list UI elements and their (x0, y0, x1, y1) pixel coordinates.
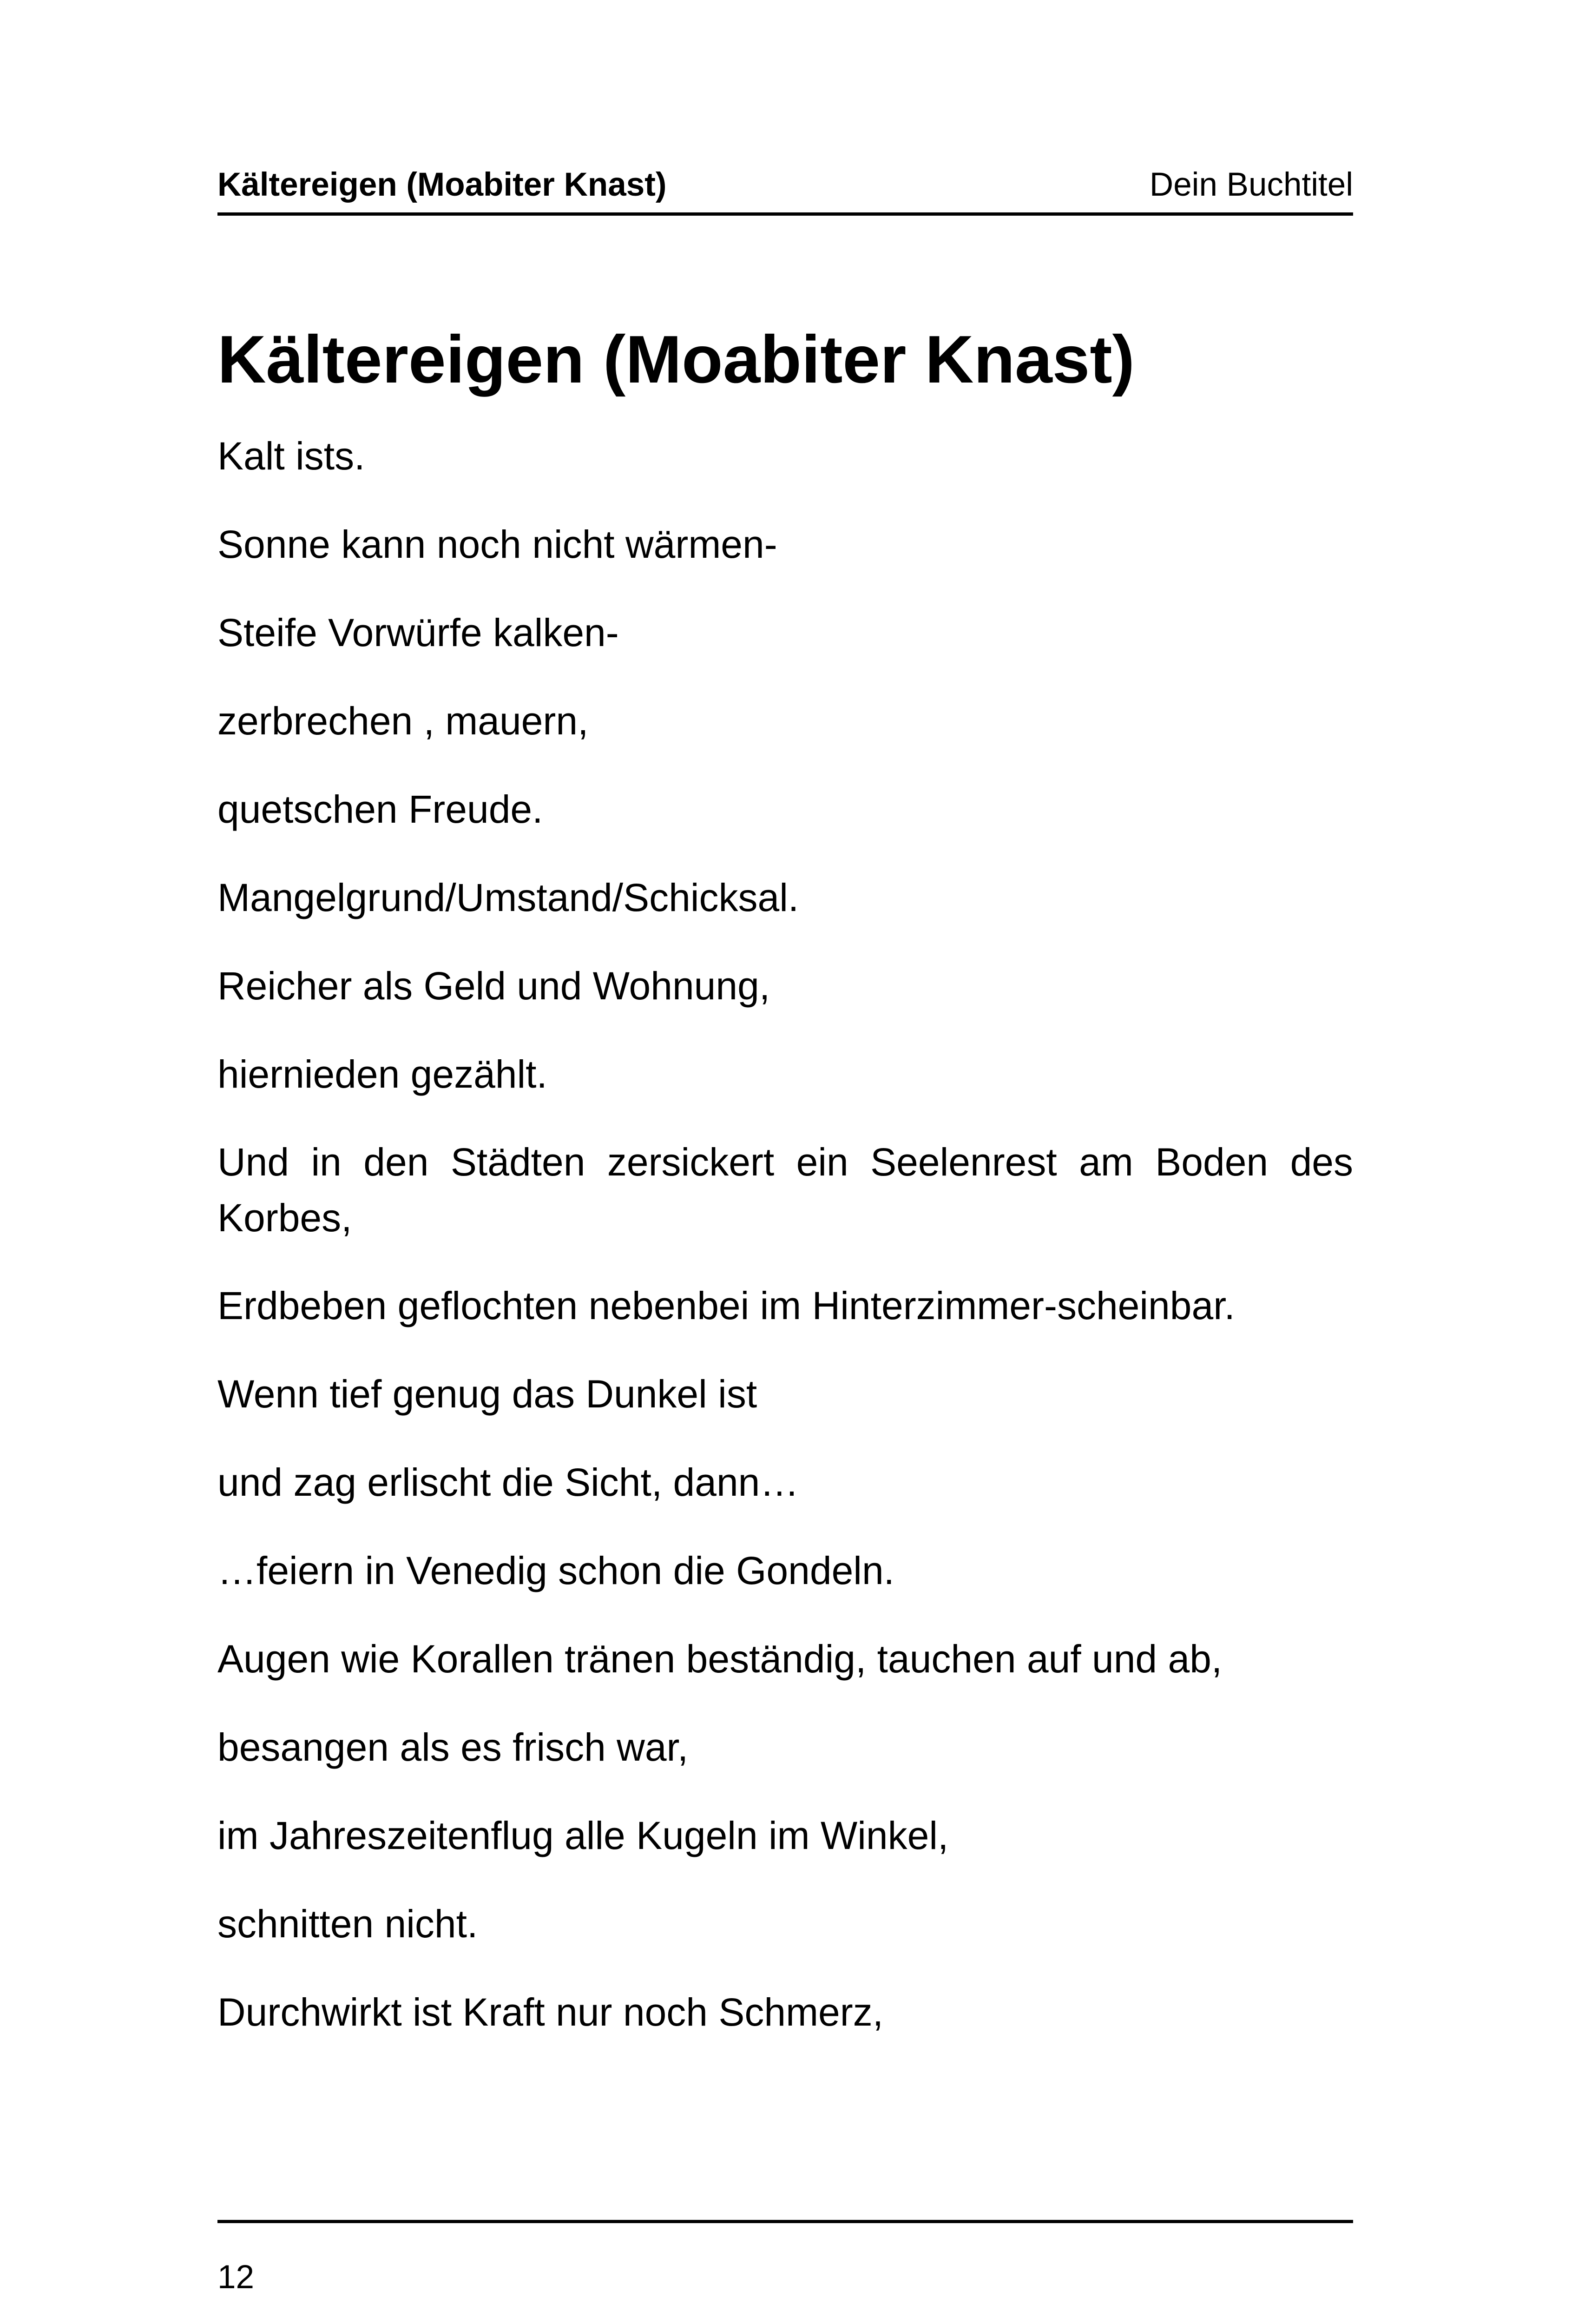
footer-divider (217, 2220, 1353, 2223)
poem-line: besangen als es frisch war, (217, 1725, 689, 1769)
poem-line: Erdbeben geflochten nebenbei im Hinterzimmer-scheinbar. (217, 1284, 1235, 1327)
poem-line: Reicher als Geld und Wohnung, (217, 964, 770, 1008)
poem-line: Augen wie Korallen tränen beständig, tauchen auf und ab, (217, 1637, 1223, 1681)
poem-line: im Jahreszeitenflug alle Kugeln im Winkel, (217, 1814, 949, 1857)
poem-line: Sonne kann noch nicht wärmen- (217, 522, 777, 566)
poem-line: schnitten nicht. (217, 1902, 478, 1946)
poem-line: Wenn tief genug das Dunkel ist (217, 1372, 757, 1416)
page-number: 12 (217, 2259, 254, 2296)
poem-line: zerbrechen , mauern, (217, 699, 589, 743)
poem-line: Kalt ists. (217, 434, 365, 478)
poem-line: Mangelgrund/Umstand/Schicksal. (217, 876, 799, 919)
header-chapter-title: Kältereigen (Moabiter Knast) (217, 166, 667, 203)
poem-line: und zag erlischt die Sicht, dann… (217, 1460, 799, 1504)
poem-line: Durchwirkt ist Kraft nur noch Schmerz, (217, 1990, 884, 2034)
poem-line: Und in den Städten zersickert ein Seelenrest am Boden des Korbes, (217, 1140, 1353, 1240)
poem-line: …feiern in Venedig schon die Gondeln. (217, 1549, 894, 1592)
header-book-title: Dein Buchtitel (1149, 166, 1353, 203)
chapter-heading: Kältereigen (Moabiter Knast) (217, 322, 1135, 397)
poem-body (217, 428, 1353, 2072)
running-header (217, 158, 1353, 216)
poem-line: hiernieden gezählt. (217, 1052, 547, 1096)
book-page (217, 0, 1353, 2324)
poem-line: Steife Vorwürfe kalken- (217, 611, 619, 654)
poem-line: quetschen Freude. (217, 787, 543, 831)
